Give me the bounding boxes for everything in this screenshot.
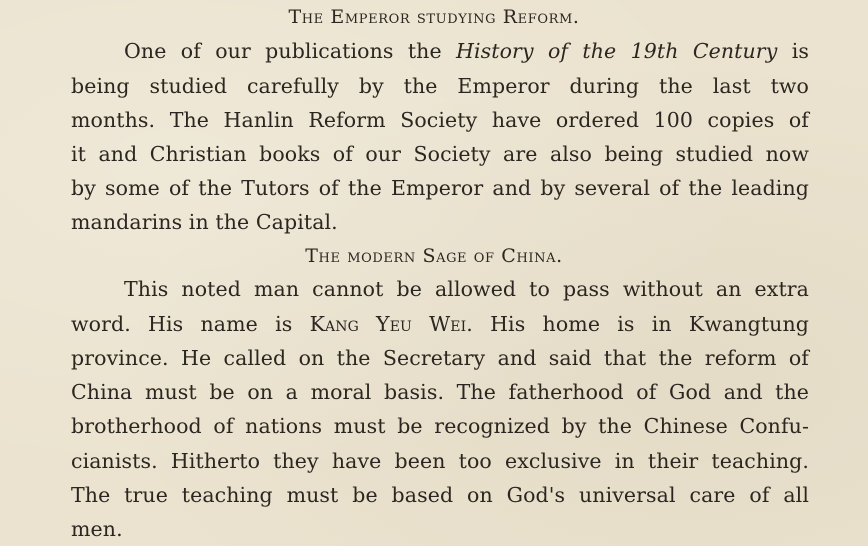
paragraph-line: it and Christian books of our Society are also being studied now bbox=[71, 142, 809, 166]
paragraph-line: brotherhood of nations must be recognized by the Chinese Confu- bbox=[71, 414, 809, 438]
paragraph-line: This noted man cannot be allowed to pass without an extra bbox=[124, 277, 809, 301]
paragraph-line: cianists. Hitherto they have been too exclusive in their teaching. bbox=[71, 449, 809, 473]
paragraph-line: province. He called on the Secretary and said that the reform of bbox=[71, 346, 809, 370]
text-fragment: word. His name is bbox=[71, 312, 310, 336]
paragraph-line: The true teaching must be based on God's universal care of all bbox=[71, 483, 809, 507]
person-name: Kang Yeu Wei bbox=[309, 312, 467, 336]
book-title: History of the 19th Century bbox=[456, 39, 778, 63]
paragraph-line: China must be on a moral basis. The fatherhood of God and the bbox=[71, 380, 809, 404]
text-fragment: . His home is in Kwangtung bbox=[466, 312, 809, 336]
section-heading-modern-sage-of-china: The modern Sage of China. bbox=[305, 245, 563, 267]
paragraph-line: men. bbox=[71, 517, 123, 541]
paragraph-line: mandarins in the Capital. bbox=[71, 210, 338, 234]
section-heading-emperor-studying-reform: The Emperor studying Reform. bbox=[288, 6, 580, 28]
paragraph-line: by some of the Tutors of the Emperor and by several of the leading bbox=[71, 176, 809, 200]
text-fragment: One of our publications the bbox=[124, 39, 457, 63]
paragraph-line: being studied carefully by the Emperor during the last two bbox=[71, 74, 809, 98]
text-fragment: is bbox=[777, 39, 809, 63]
paragraph-line bbox=[124, 38, 809, 64]
paragraph-line bbox=[71, 311, 809, 337]
paragraph-line: months. The Hanlin Reform Society have ordered 100 copies of bbox=[71, 108, 809, 132]
